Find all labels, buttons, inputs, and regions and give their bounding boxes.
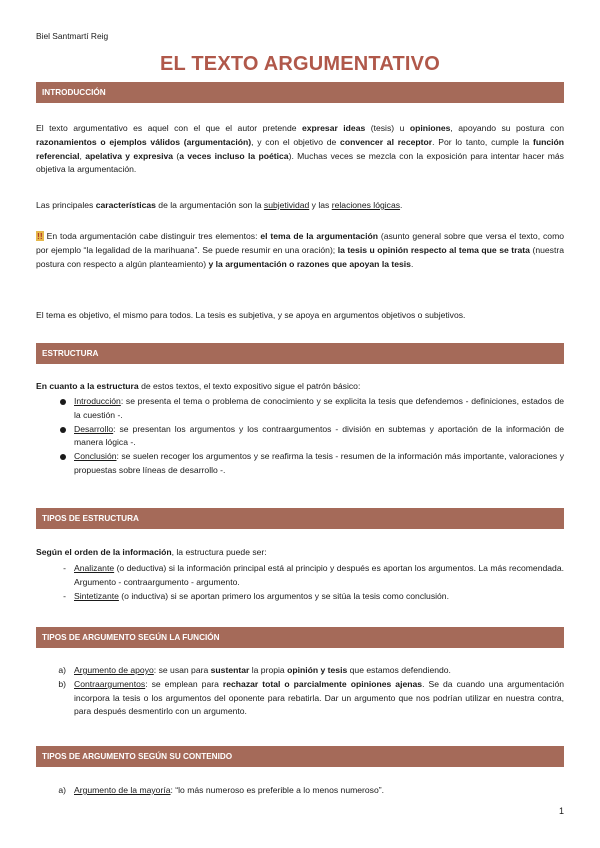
list-item: Conclusión: se suelen recoger los argumentos y se reafirma la tesis - resumen de la información más importante, valoraciones y propuestas sobre líneas de desarrollo -. [36, 450, 564, 478]
intro-paragraph-1: El texto argumentativo es aquel con el que el autor pretende expresar ideas (tesis) u opiniones, apoyando su postura con razonamientos o ejemplos válidos (argumentación), y con el objetivo de convencer al receptor. Por lo tanto, cumple la función referencial, apelativa y expresiva (a veces incluso la poética). Muchas veces se mezcla con la exposición para intentar hacer más objetiva la argumentación. [36, 123, 565, 175]
list-item: a) Argumento de la mayoría: “lo más numeroso es preferible a lo menos numeroso”. [58, 785, 385, 795]
estructura-list [36, 395, 564, 478]
section-heading-introduccion: INTRODUCCIÓN [36, 82, 564, 103]
bullet-icon [60, 399, 66, 405]
tipos-estructura-list [36, 562, 564, 603]
list-item: - Sintetizante (o inductiva) si se aportan primero los argumentos y se sitúa la tesis como conclusión. [63, 590, 449, 601]
section-heading-tipos-estructura: TIPOS DE ESTRUCTURA [36, 508, 564, 529]
intro-paragraph-4: El tema es objetivo, el mismo para todos. La tesis es subjetiva, y se apoya en argumentos objetivos o subjetivos. [36, 310, 466, 320]
page-number: 1 [558, 805, 564, 816]
bullet-icon [60, 454, 66, 460]
intro-paragraph-2: Las principales características de la argumentación son la subjetividad y las relaciones lógicas. [36, 200, 403, 210]
author-name: Biel Santmartí Reig [36, 31, 109, 41]
bullet-icon [60, 427, 66, 433]
list-item: b) Contraargumentos: se emplean para rechazar total o parcialmente opiniones ajenas. Se da cuando una argumentación incorpora la tesis o los argumentos del oponente para rebatirla. Dar un argumento que nos podrían utilizar en nuestra contra, para después desmentirlo con un argumento. [58, 678, 564, 717]
tipos-contenido-list [36, 784, 564, 798]
tipos-funcion-list [36, 664, 564, 719]
section-heading-tipos-funcion: TIPOS DE ARGUMENTO SEGÚN LA FUNCIÓN [36, 627, 564, 648]
tipos-estructura-lead: Según el orden de la información, la estructura puede ser: [36, 547, 267, 557]
document-title: EL TEXTO ARGUMENTATIVO [160, 53, 440, 75]
intro-paragraph-3: !! En toda argumentación cabe distinguir tres elementos: el tema de la argumentación (asunto general sobre que versa el texto, como por ejemplo “la legalidad de la marihuana”. Se puede resumir en una oración); la tesis u opinión respecto al tema que se trata (nuestra postura con respecto a algún planteamiento) y la argumentación o razones que apoyan la tesis. [36, 231, 565, 269]
estructura-lead: En cuanto a la estructura de estos textos, el texto expositivo sigue el patrón básico: [36, 381, 361, 391]
section-heading-estructura: ESTRUCTURA [36, 343, 564, 364]
warning-mark: !! [37, 231, 43, 241]
list-item: a) Argumento de apoyo: se usan para sustentar la propia opinión y tesis que estamos defendiendo. [58, 665, 451, 675]
list-item: Desarrollo: se presentan los argumentos y los contraargumentos - división en subtemas y aportación de la información de manera lógica -. [36, 423, 564, 451]
list-item: - Analizante (o deductiva) si la información principal está al principio y después es aportan los argumentos. La más recomendada. Argumento - contraargumento - argumento. [63, 563, 564, 587]
list-item: Introducción: se presenta el tema o problema de conocimiento y se explicita la tesis que defendemos - definiciones, estados de la cuestión -. [36, 395, 564, 423]
section-heading-tipos-contenido: TIPOS DE ARGUMENTO SEGÚN SU CONTENIDO [36, 746, 564, 767]
